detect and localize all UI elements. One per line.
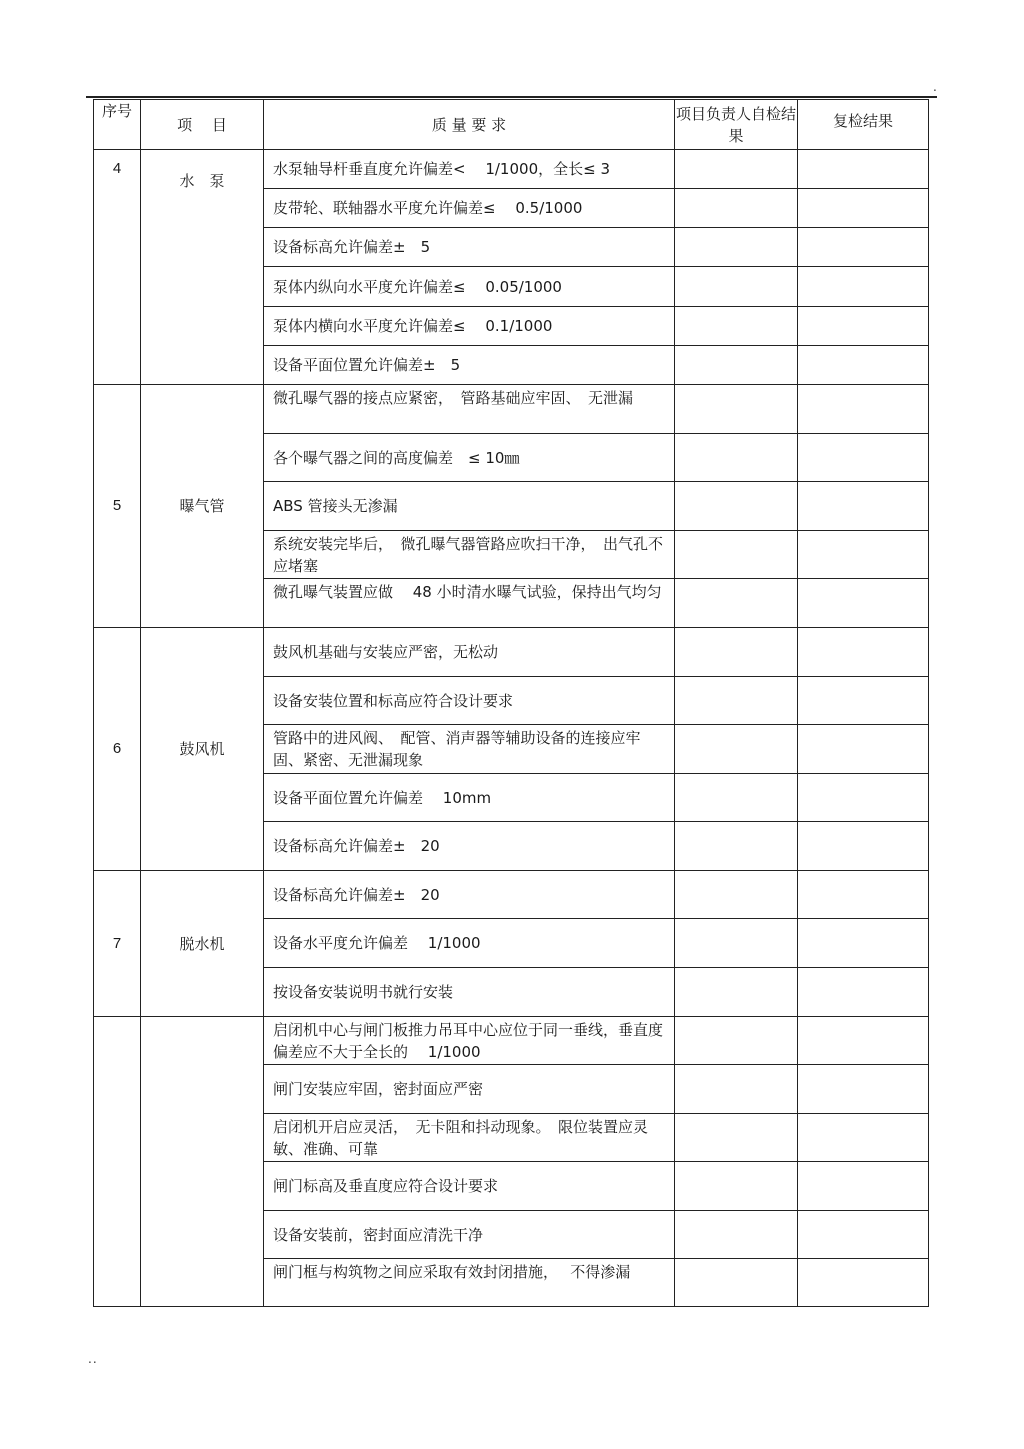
self-check-cell[interactable] (675, 774, 798, 822)
recheck-cell[interactable] (798, 1065, 929, 1114)
recheck-cell[interactable] (798, 774, 929, 822)
header-self-check: 项目负责人自检结果 (675, 100, 798, 150)
self-check-cell[interactable] (675, 1211, 798, 1259)
requirement-cell: 闸门标高及垂直度应符合设计要求 (264, 1162, 675, 1211)
header-rule (86, 96, 937, 98)
recheck-cell[interactable] (798, 267, 929, 307)
recheck-cell[interactable] (798, 1114, 929, 1162)
recheck-cell[interactable] (798, 628, 929, 677)
self-check-cell[interactable] (675, 677, 798, 725)
group-item: 曝气管 (141, 385, 264, 628)
self-check-cell[interactable] (675, 307, 798, 346)
recheck-cell[interactable] (798, 189, 929, 228)
requirement-cell: 水泵轴导杆垂直度允许偏差< 1/1000，全长≤ 3 (264, 150, 675, 189)
requirement-cell: 按设备安装说明书就行安装 (264, 968, 675, 1017)
group-num (94, 1017, 141, 1307)
corner-mark-top: . (933, 80, 937, 94)
table-row (94, 871, 929, 919)
recheck-cell[interactable] (798, 919, 929, 968)
requirement-cell: 启闭机开启应灵活， 无卡阻和抖动现象。 限位装置应灵敏、准确、可靠 (264, 1114, 675, 1162)
requirement-cell: 设备平面位置允许偏差 10mm (264, 774, 675, 822)
recheck-cell[interactable] (798, 677, 929, 725)
self-check-cell[interactable] (675, 1017, 798, 1065)
corner-mark-bottom: .. (88, 1352, 98, 1366)
requirement-cell: 管路中的进风阀、 配管、消声器等辅助设备的连接应牢固、紧密、无泄漏现象 (264, 725, 675, 774)
requirement-cell: 设备安装前，密封面应清洗干净 (264, 1211, 675, 1259)
requirement-cell: 启闭机中心与闸门板推力吊耳中心应位于同一垂线，垂直度偏差应不大于全长的 1/1000 (264, 1017, 675, 1065)
recheck-cell[interactable] (798, 871, 929, 919)
table-row (94, 150, 929, 189)
inspection-table (93, 99, 929, 1307)
header-item: 项 目 (141, 100, 264, 150)
recheck-cell[interactable] (798, 385, 929, 434)
recheck-cell[interactable] (798, 1211, 929, 1259)
self-check-cell[interactable] (675, 346, 798, 385)
group-num: 6 (94, 628, 141, 871)
recheck-cell[interactable] (798, 482, 929, 531)
recheck-cell[interactable] (798, 1017, 929, 1065)
recheck-cell[interactable] (798, 1162, 929, 1211)
self-check-cell[interactable] (675, 1114, 798, 1162)
requirement-cell: 设备水平度允许偏差 1/1000 (264, 919, 675, 968)
self-check-cell[interactable] (675, 822, 798, 871)
header-recheck: 复检结果 (798, 100, 929, 150)
requirement-cell: ABS 管接头无渗漏 (264, 482, 675, 531)
self-check-cell[interactable] (675, 1162, 798, 1211)
recheck-cell[interactable] (798, 307, 929, 346)
self-check-cell[interactable] (675, 871, 798, 919)
requirement-cell: 设备安装位置和标高应符合设计要求 (264, 677, 675, 725)
self-check-cell[interactable] (675, 189, 798, 228)
requirement-cell: 设备标高允许偏差± 20 (264, 822, 675, 871)
self-check-cell[interactable] (675, 531, 798, 579)
group-item (141, 1017, 264, 1307)
requirement-cell: 设备标高允许偏差± 20 (264, 871, 675, 919)
self-check-cell[interactable] (675, 267, 798, 307)
table-row (94, 1017, 929, 1065)
self-check-cell[interactable] (675, 1065, 798, 1114)
self-check-cell[interactable] (675, 725, 798, 774)
self-check-cell[interactable] (675, 968, 798, 1017)
recheck-cell[interactable] (798, 579, 929, 628)
group-item: 水 泵 (141, 150, 264, 385)
group-item: 脱水机 (141, 871, 264, 1017)
requirement-cell: 微孔曝气装置应做 48 小时清水曝气试验，保持出气均匀 (264, 579, 675, 628)
group-num: 4 (94, 150, 141, 385)
requirement-cell: 闸门框与构筑物之间应采取有效封闭措施， 不得渗漏 (264, 1259, 675, 1307)
requirement-cell: 各个曝气器之间的高度偏差 ≤ 10㎜ (264, 434, 675, 482)
recheck-cell[interactable] (798, 531, 929, 579)
recheck-cell[interactable] (798, 725, 929, 774)
requirement-cell: 泵体内纵向水平度允许偏差≤ 0.05/1000 (264, 267, 675, 307)
header-num: 序号 (94, 100, 141, 150)
self-check-cell[interactable] (675, 385, 798, 434)
recheck-cell[interactable] (798, 434, 929, 482)
header-requirement: 质 量 要 求 (264, 100, 675, 150)
recheck-cell[interactable] (798, 228, 929, 267)
self-check-cell[interactable] (675, 228, 798, 267)
self-check-cell[interactable] (675, 150, 798, 189)
self-check-cell[interactable] (675, 628, 798, 677)
requirement-cell: 闸门安装应牢固，密封面应严密 (264, 1065, 675, 1114)
recheck-cell[interactable] (798, 1259, 929, 1307)
requirement-cell: 鼓风机基础与安装应严密，无松动 (264, 628, 675, 677)
requirement-cell: 微孔曝气器的接点应紧密， 管路基础应牢固、 无泄漏 (264, 385, 675, 434)
requirement-cell: 泵体内横向水平度允许偏差≤ 0.1/1000 (264, 307, 675, 346)
recheck-cell[interactable] (798, 968, 929, 1017)
group-num: 7 (94, 871, 141, 1017)
requirement-cell: 设备平面位置允许偏差± 5 (264, 346, 675, 385)
self-check-cell[interactable] (675, 482, 798, 531)
requirement-cell: 系统安装完毕后， 微孔曝气器管路应吹扫干净， 出气孔不应堵塞 (264, 531, 675, 579)
self-check-cell[interactable] (675, 1259, 798, 1307)
table-row (94, 385, 929, 434)
requirement-cell: 设备标高允许偏差± 5 (264, 228, 675, 267)
table-header-row (94, 100, 929, 150)
requirement-cell: 皮带轮、联轴器水平度允许偏差≤ 0.5/1000 (264, 189, 675, 228)
group-item: 鼓风机 (141, 628, 264, 871)
self-check-cell[interactable] (675, 579, 798, 628)
recheck-cell[interactable] (798, 150, 929, 189)
self-check-cell[interactable] (675, 434, 798, 482)
group-num: 5 (94, 385, 141, 628)
recheck-cell[interactable] (798, 346, 929, 385)
self-check-cell[interactable] (675, 919, 798, 968)
table-row (94, 628, 929, 677)
recheck-cell[interactable] (798, 822, 929, 871)
